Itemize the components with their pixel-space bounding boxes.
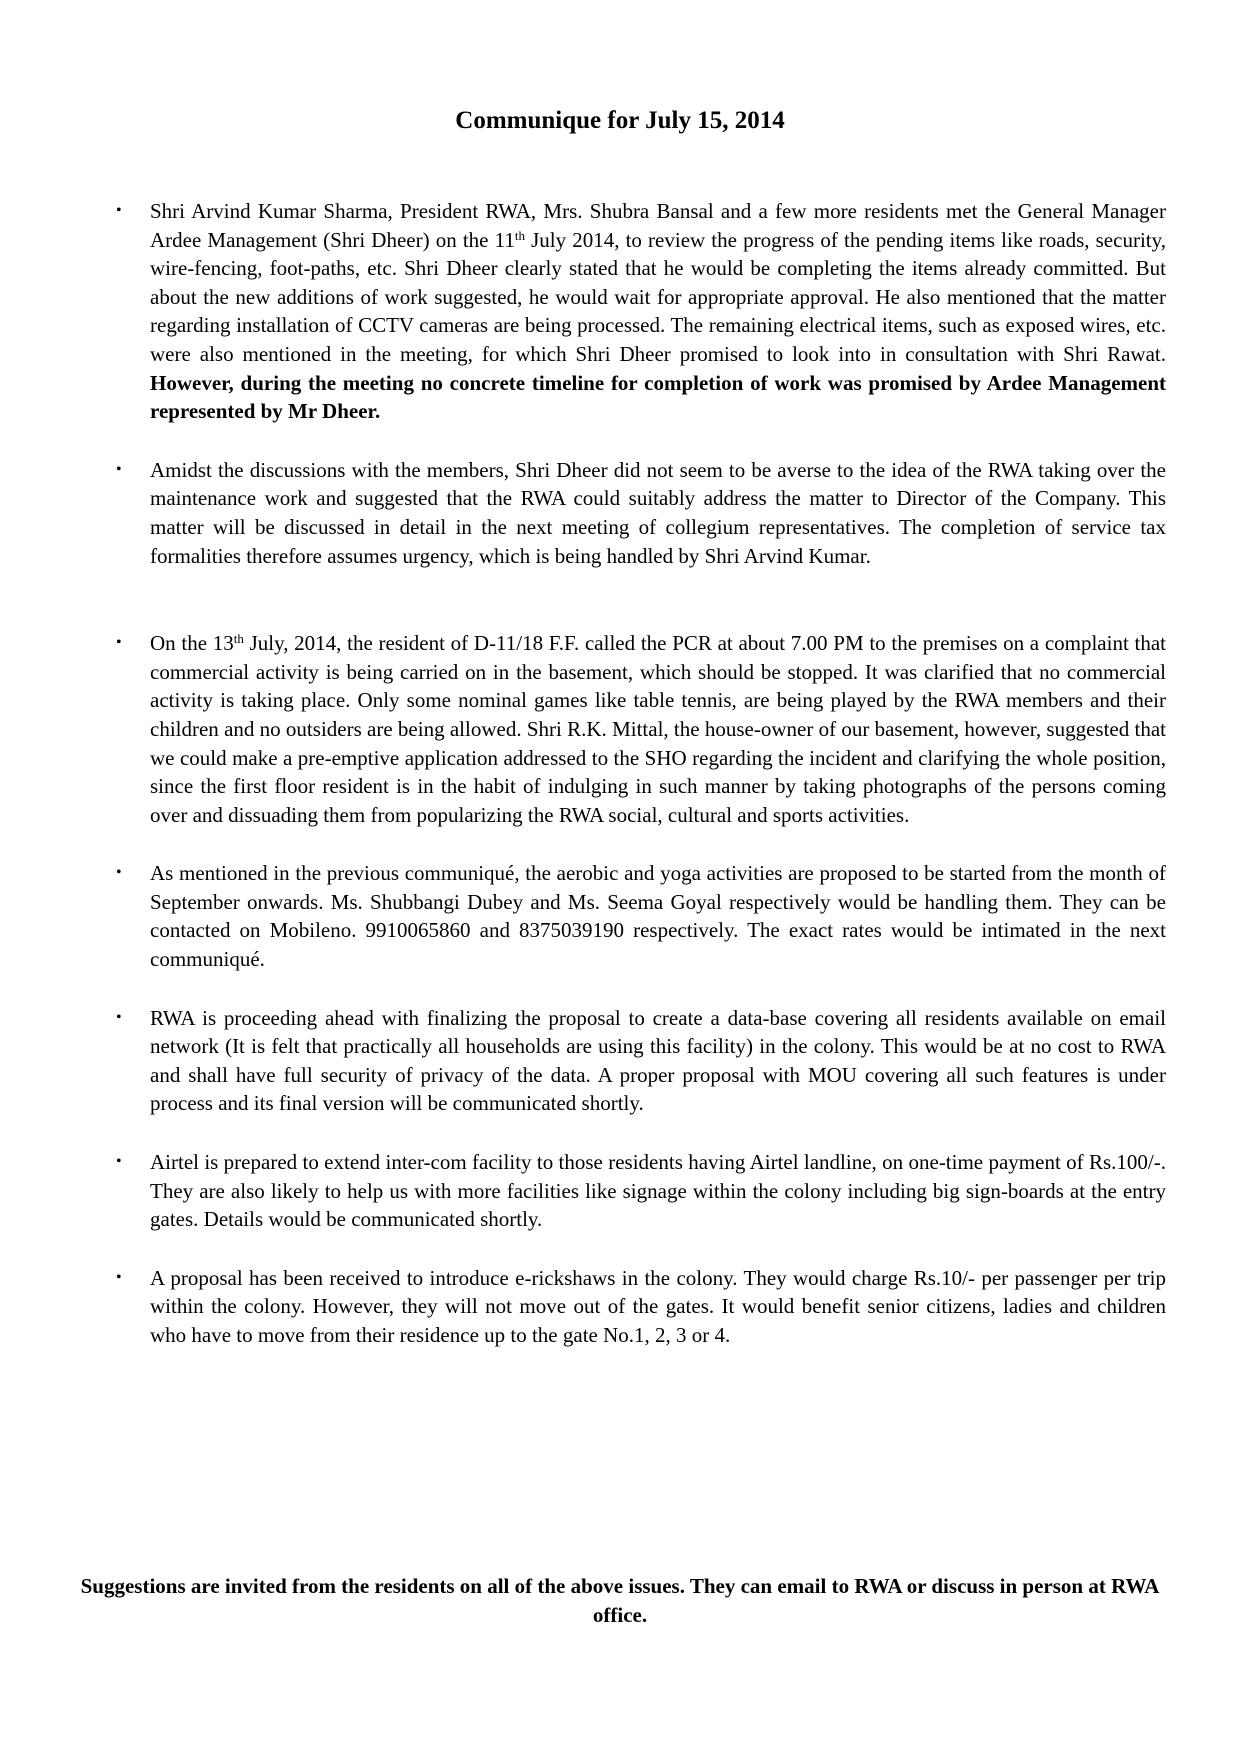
item-text: Amidst the discussions with the members, Shri Dheer did not seem to be averse to the idea of the RWA taking over the maintenance work and suggested that the RWA could suitably address the matter to Director of the Company. This matter will be discussed in detail in the next meeting of collegium representatives. The completion of service tax formalities therefore assumes urgency, which is being handled by Shri Arvind Kumar. (150, 457, 1166, 568)
list-item (116, 197, 1166, 426)
item-text: Shri Arvind Kumar Sharma, President RWA, Mrs. Shubra Bansal and a few more residents met the General Manager Ardee Management (Shri Dheer) on the 11 (150, 199, 1166, 252)
list-item (116, 859, 1166, 973)
item-text: Airtel is prepared to extend inter-com facility to those residents having Airtel landline, on one-time payment of Rs.100/-. They are also likely to help us with more facilities like signage within the colony including big sign-boards at the entry gates. Details would be communicated shortly. (150, 1150, 1166, 1232)
bullet-icon: • (116, 1153, 122, 1171)
bullet-icon: • (116, 1268, 122, 1286)
document-title: Communique for July 15, 2014 (455, 107, 785, 134)
bullet-list (116, 197, 1166, 1350)
item-text: On the 13 (150, 631, 234, 656)
list-item (116, 1148, 1166, 1234)
ordinal-suffix: th (233, 631, 244, 647)
bullet-icon: • (116, 202, 122, 219)
ordinal-suffix: th (514, 227, 525, 243)
list-item (116, 629, 1166, 829)
item-text: RWA is proceeding ahead with finalizing the proposal to create a data-base covering all residents available on email network (It is felt that practically all households are using this facility) in the colony. This would be at no cost to RWA and shall have full security of privacy of the data. A proper proposal with MOU covering all such features is under process and its final version will be communicated shortly. (150, 1005, 1166, 1116)
bullet-icon: • (116, 460, 122, 478)
bullet-icon: • (116, 634, 122, 652)
item-bold-text: However, during the meeting no concrete timeline for completion of work was promised by Ardee Management represented by Mr Dheer. (150, 370, 1166, 424)
list-item (116, 1264, 1166, 1350)
bullet-icon: • (116, 864, 122, 882)
bullet-icon: • (116, 1008, 122, 1026)
item-text-continued: July, 2014, the resident of D-11/18 F.F. called the PCR at about 7.00 PM to the premises on a complaint that commercial activity is being carried on in the basement, which should be stopped. It was clarified that no commercial activity is taking place. Only some nominal games like table tennis, are being played by the RWA members and their children and no outsiders are being allowed. Shri R.K. Mittal, the house-owner of our basement, however, suggested that we could make a pre-emptive application addressed to the SHO regarding the incident and clarifying the whole position, since the first floor resident is in the habit of indulging in such manner by taking photographs of the persons coming over and dissuading them from popularizing the RWA social, cultural and sports activities. (150, 631, 1166, 827)
list-item (116, 456, 1166, 570)
item-text: As mentioned in the previous communiqué, the aerobic and yoga activities are proposed to be started from the month of September onwards. Ms. Shubbangi Dubey and Ms. Seema Goyal respectively would be handling them. They can be contacted on Mobileno. 9910065860 and 8375039190 respectively. The exact rates would be intimated in the next communiqué. (150, 861, 1166, 972)
item-text-continued: July 2014, to review the progress of the pending items like roads, security, wire-fencing, foot-paths, etc. Shri Dheer clearly stated that he would be completing the items already committed. But about the new additions of work suggested, he would wait for appropriate approval. He also mentioned that the matter regarding installation of CCTV cameras are being processed. The remaining electrical items, such as exposed wires, etc. were also mentioned in the meeting, for which Shri Dheer promised to look into in consultation with Shri Rawat. (150, 227, 1166, 366)
closing-note: Suggestions are invited from the residents on all of the above issues. They can email to RWA or discuss in person at RWA office. (80, 1574, 1160, 1627)
item-text: A proposal has been received to introduce e-rickshaws in the colony. They would charge Rs.10/- per passenger per trip within the colony. However, they will not move out of the gates. It would benefit senior citizens, ladies and children who have to move from their residence up to the gate No.1, 2, 3 or 4. (150, 1265, 1166, 1347)
list-item (116, 1004, 1166, 1118)
